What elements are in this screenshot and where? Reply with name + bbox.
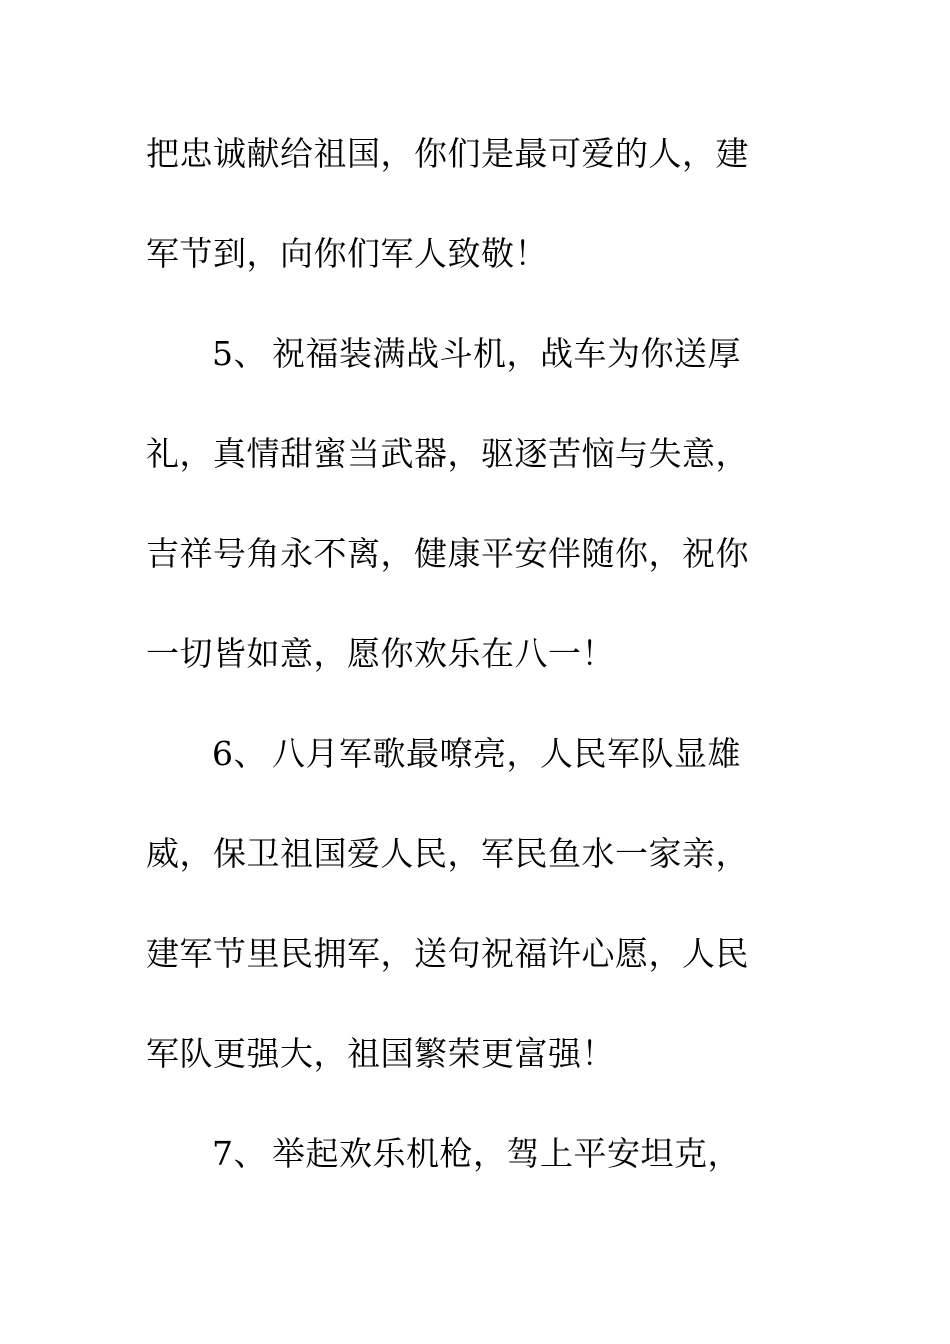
line-text: 礼，真情甜蜜当武器，驱逐苦恼与失意， [146, 434, 749, 473]
line-text: 威，保卫祖国爱人民，军民鱼水一家亲， [146, 834, 749, 873]
line-text: 一切皆如意，愿你欢乐在八一！ [146, 634, 615, 673]
line-text: 举起欢乐机枪，驾上平安坦克， [272, 1134, 741, 1173]
list-number: 7、 [212, 1134, 267, 1173]
line-text: 吉祥号角永不离，健康平安伴随你，祝你 [146, 534, 749, 573]
text-line [146, 134, 786, 174]
line-text: 军节到，向你们军人致敬！ [146, 234, 548, 273]
text-line [146, 1034, 786, 1074]
list-item-6 [146, 734, 786, 774]
text-line [146, 834, 786, 874]
text-line [146, 434, 786, 474]
line-text: 建军节里民拥军，送句祝福许心愿，人民 [146, 934, 749, 973]
text-line [146, 534, 786, 574]
text-line [146, 934, 786, 974]
list-item-7 [146, 1134, 786, 1174]
line-text: 八月军歌最嘹亮，人民军队显雄 [272, 734, 741, 773]
list-item-5 [146, 334, 786, 374]
text-line [146, 234, 786, 274]
list-number: 6、 [212, 734, 267, 773]
line-text: 把忠诚献给祖国，你们是最可爱的人，建 [146, 134, 749, 173]
text-line [146, 634, 786, 674]
line-text: 军队更强大，祖国繁荣更富强！ [146, 1034, 615, 1073]
list-number: 5、 [212, 334, 267, 373]
line-text: 祝福装满战斗机，战车为你送厚 [272, 334, 741, 373]
